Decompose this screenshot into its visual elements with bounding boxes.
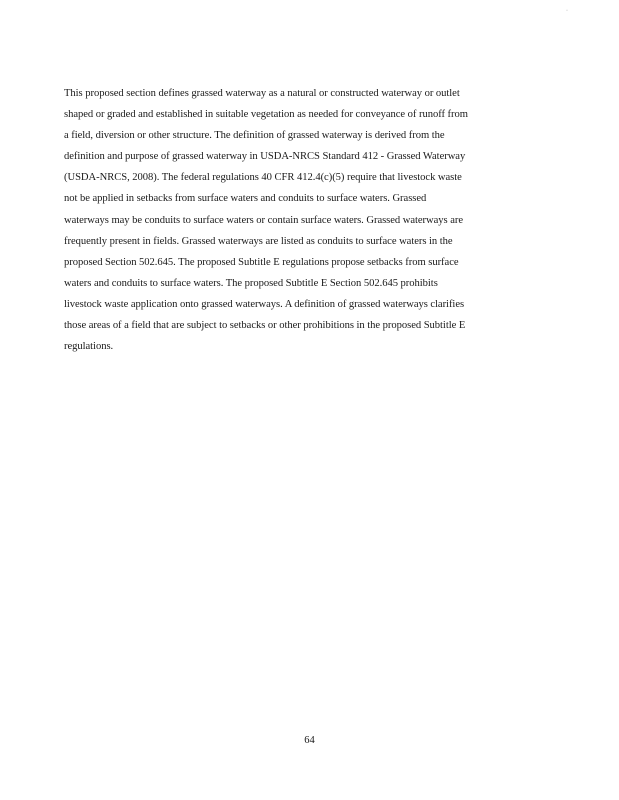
paragraph-line: This proposed section defines grassed waterway as a natural or constructed waterway or outlet: [64, 88, 460, 99]
paragraph-line: shaped or graded and established in suitable vegetation as needed for conveyance of runoff from: [64, 109, 468, 121]
paragraph-line: waters and conduits to surface waters. The proposed Subtitle E Section 502.645 prohibits: [64, 277, 438, 289]
page-number: 64: [304, 735, 315, 746]
paragraph-line: definition and purpose of grassed waterway in USDA-NRCS Standard 412 - Grassed Waterway: [64, 151, 466, 163]
paragraph-line: regulations.: [64, 341, 114, 353]
paragraph-line: a field, diversion or other structure. The definition of grassed waterway is derived from the: [64, 130, 445, 142]
scan-mark: ·: [566, 8, 568, 14]
paragraph-line: livestock waste application onto grassed waterways. A definition of grassed waterways clarifies: [64, 298, 465, 310]
paragraph-line: (USDA-NRCS, 2008). The federal regulations 40 CFR 412.4(c)(5) require that livestock waste: [64, 172, 462, 184]
paragraph-line: waterways may be conduits to surface waters or contain surface waters. Grassed waterways are: [64, 214, 463, 226]
body-paragraph: [64, 83, 548, 357]
paragraph-line: frequently present in fields. Grassed waterways are listed as conduits to surface waters in the: [64, 235, 453, 247]
paragraph-line: proposed Section 502.645. The proposed Subtitle E regulations propose setbacks from surface: [64, 256, 459, 268]
paragraph-line: those areas of a field that are subject to setbacks or other prohibitions in the proposed Subtitle E: [64, 320, 466, 332]
paragraph-line: not be applied in setbacks from surface waters and conduits to surface waters. Grassed: [64, 193, 427, 205]
